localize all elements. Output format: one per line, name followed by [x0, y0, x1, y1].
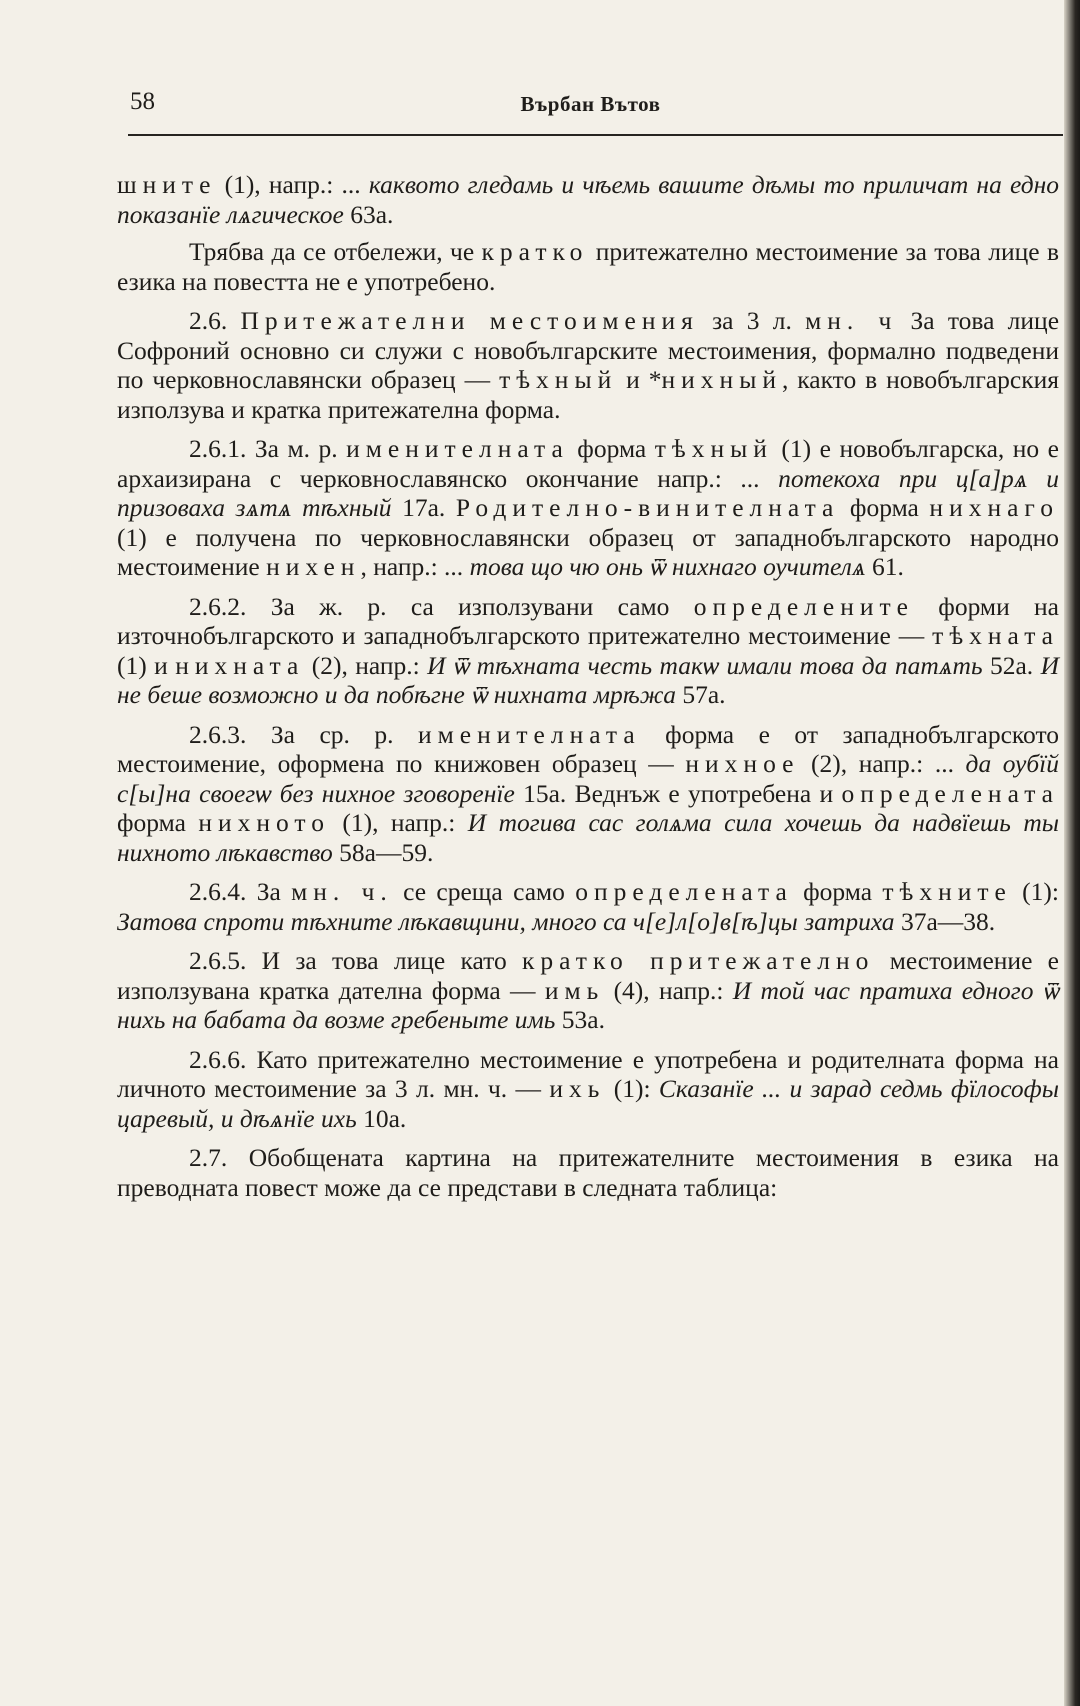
text-run: (2), напр.: — [304, 650, 428, 680]
text-run: (1) е новобългарска, но е архаизирана с черковнославянско окончание напр.: ... — [117, 434, 1059, 493]
text-run: 2.6.1. За м. р. — [189, 434, 347, 463]
text-run: 2.7. Обобщената картина на притежателните местоимения в езика на преводната повест може да се представи в следната таблица: — [117, 1143, 1059, 1202]
text-run: (1), напр.: ... — [216, 170, 369, 199]
paragraph — [117, 170, 1059, 229]
spaced-term: определената — [841, 778, 1059, 808]
text-run: за 3 л. — [698, 306, 806, 335]
text-run: За това лице Софроний основно си служи с новобългарските местоимения, формално подведени по черковнославянски образец — — [117, 306, 1060, 394]
italic-quote: Сказанїе ... и зарад седмь фїлософы царевый, и дѣѧнїе ихь — [117, 1074, 1059, 1133]
spaced-term: тѣхный — [499, 365, 618, 394]
paragraph — [117, 592, 1059, 710]
spaced-term: мн. ч. — [291, 877, 393, 906]
text-run: 15а. Веднъж е употребена и — [514, 778, 842, 808]
text-run: 2.6.5. И за това лице като — [189, 946, 522, 975]
text-run: (1): — [1011, 877, 1060, 906]
text-run: 2.6. — [189, 306, 241, 335]
spaced-term: ихь — [549, 1074, 606, 1103]
spaced-term: именителната — [346, 434, 569, 463]
spaced-term: тѣхната — [932, 621, 1059, 650]
text-run: и * — [617, 365, 662, 394]
spaced-term: определената — [575, 877, 793, 906]
text-run: 57а. — [675, 680, 726, 709]
paragraph — [117, 1045, 1059, 1134]
book-spine-shadow — [1064, 0, 1080, 1706]
spaced-term: шните — [117, 170, 217, 199]
header-rule — [128, 134, 1063, 136]
text-run: , както в новобългарския използува и кратка притежателна форма. — [117, 365, 1059, 424]
spaced-term: мн. ч — [805, 306, 898, 335]
text-run: (1): — [605, 1074, 659, 1103]
paragraph — [117, 237, 1059, 296]
text-run: (1) и — [117, 650, 176, 680]
paragraph — [117, 946, 1059, 1035]
text-run: 10а. — [356, 1103, 407, 1133]
text-run: се среща само — [392, 877, 576, 906]
spaced-term: тѣхный — [654, 434, 773, 463]
text-run: притежателно местоимение за това лице в езика на повестта не е употребено. — [117, 237, 1059, 296]
italic-quote: каквото гледамь и чѣемь вашите дѣмы то приличат на едно показанїе лѧгическое — [117, 170, 1059, 229]
text-run: 37а—38. — [894, 906, 996, 936]
spaced-term: тѣхните — [882, 877, 1012, 906]
paragraph — [117, 720, 1059, 868]
text-run: 17а. — [391, 493, 456, 522]
text-run: Трябва да се отбележи, че — [189, 237, 482, 266]
text-run: местоимение е използувана кратка дателна форма — — [117, 946, 1059, 1005]
text-run: 63а. — [343, 199, 394, 229]
spaced-term: нихен — [266, 552, 361, 581]
text-run: 61. — [865, 552, 904, 581]
paragraph — [117, 877, 1059, 936]
spaced-term: нихнаго — [929, 493, 1060, 522]
text-run: (1) е получена по черковнославянски образец от западнобългарското народно местоимение — [117, 522, 1059, 581]
spaced-term: нихное — [685, 749, 800, 778]
text-run: 53а. — [555, 1005, 605, 1034]
text-run: форма — [839, 493, 930, 522]
text-run: форми на източнобългарското и западнобългарското притежателно местоимение — — [117, 591, 1059, 650]
text-run: 52а. — [982, 650, 1041, 680]
italic-quote: потекоха при ц[а]рѧ и призоваха зѧтѧ тѣхный — [117, 463, 1059, 522]
text-run: 58а—59. — [332, 837, 434, 867]
spaced-term: именителната — [418, 719, 641, 749]
text-run: 2.6.4. За — [189, 877, 292, 906]
text-run: форма — [568, 434, 655, 463]
paragraph — [117, 1143, 1059, 1202]
spaced-term: имь — [544, 975, 605, 1005]
spaced-term: нихното — [198, 808, 330, 837]
italic-quote: да оубїй с[ы]на своегѡ без нихное зговоренїе — [117, 749, 1060, 808]
spaced-term: кратко притежателно — [522, 946, 875, 975]
italic-quote: това що чю онь ѿ нихнаго оучителѧ — [469, 552, 866, 581]
spaced-term: нихната — [175, 650, 305, 680]
paragraph — [117, 306, 1059, 424]
text-run: форма е от западнобългарското местоимение, оформена по книжовен образец — — [117, 719, 1059, 778]
italic-quote: И той час пратиха едного ѿ нихь на бабата да возме гребеныте имь — [117, 975, 1059, 1034]
spaced-term: кратко — [481, 237, 589, 266]
spaced-term: определените — [693, 591, 914, 621]
body-text — [117, 170, 1059, 1212]
italic-quote: И тогива сас голѧма сила хочешь да надвїешь ты нихното лѣкавство — [117, 808, 1060, 867]
running-title: Върбан Вътов — [520, 92, 661, 116]
text-run: 2.6.6. Като притежателно местоимение е употребена и родителната форма на личното местоимение за 3 л. мн. ч. — — [117, 1044, 1059, 1103]
italic-quote: И ѿ тѣхната честь такѡ имали това да патѧть — [427, 650, 983, 680]
text-run: (1), напр.: — [330, 808, 468, 837]
text-run: , напр.: ... — [360, 552, 470, 581]
page-header — [118, 86, 1063, 126]
text-run: (4), напр.: — [604, 975, 733, 1005]
page-number: 58 — [130, 88, 155, 115]
paragraph — [117, 434, 1059, 582]
italic-quote: Затова спроти тѣхните лѣкавщини, много са ч[е]л[о]в[ѣ]цы затриха — [117, 906, 895, 936]
text-run: 2.6.2. За ж. р. са използувани само — [189, 591, 694, 621]
italic-quote: И не беше возможно и да побѣгне ѿ нихната мрѣжа — [117, 650, 1059, 709]
text-run: (2), напр.: ... — [799, 749, 966, 778]
spaced-term: Притежателни местоимения — [240, 306, 699, 335]
text-run: форма — [792, 877, 883, 906]
spaced-term: нихный — [661, 365, 782, 394]
text-run: 2.6.3. За ср. р. — [189, 719, 419, 749]
spaced-term: Родително-винителната — [455, 493, 840, 522]
text-run: форма — [117, 808, 199, 837]
